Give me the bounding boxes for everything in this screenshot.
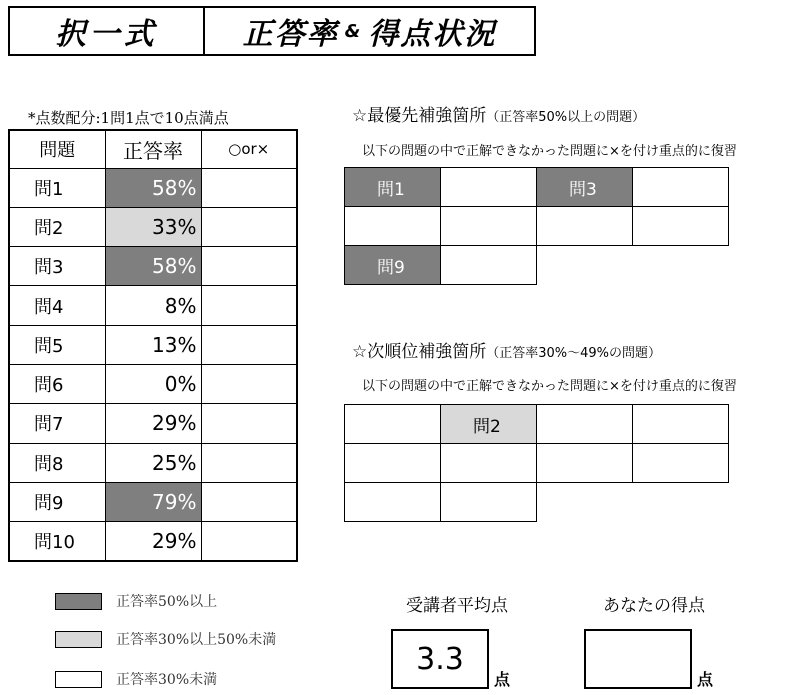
- priority2-note: 以下の問題の中で正解できなかった問題に×を付け重点的に復習: [362, 379, 737, 394]
- rate-cell: 79%: [105, 482, 201, 521]
- legend-low: [55, 669, 217, 689]
- rate-cell: 13%: [105, 325, 201, 364]
- legend-label-high: 正答率50%以上: [116, 594, 218, 610]
- table-row: [9, 443, 297, 482]
- priority2-cell: [440, 443, 537, 483]
- table-row: [9, 207, 297, 246]
- average-score-unit: 点: [494, 670, 511, 689]
- priority1-note: 以下の問題の中で正解できなかった問題に×を付け重点的に復習: [362, 144, 737, 159]
- rate-cell: 0%: [105, 364, 201, 403]
- priority2-cell: [632, 443, 729, 483]
- mark-cell[interactable]: [201, 364, 297, 403]
- table-row: [9, 482, 297, 521]
- title-status: [205, 8, 534, 54]
- score-allocation-note: *点数配分:1問1点で10点満点: [28, 109, 229, 127]
- title-ampersand: &: [344, 20, 363, 42]
- priority2-cell: [440, 482, 537, 522]
- priority2-heading: [352, 337, 661, 362]
- table-header-row: [9, 130, 297, 168]
- priority1-subtitle: （正答率50%以上の問題）: [486, 110, 646, 125]
- priority1-cell: [440, 245, 537, 285]
- priority1-heading: [352, 101, 645, 126]
- question-cell: 問4: [9, 286, 105, 325]
- priority2-cell: [536, 404, 633, 444]
- priority2-cell: [632, 404, 729, 444]
- priority1-cell: 問9: [344, 245, 441, 285]
- title-exam-type: 択一式: [10, 8, 205, 54]
- mark-cell[interactable]: [201, 522, 297, 561]
- table-row: [9, 168, 297, 207]
- priority1-cell: 問3: [536, 167, 633, 207]
- average-score-value: 3.3: [416, 641, 464, 677]
- rate-cell: 33%: [105, 207, 201, 246]
- mark-cell[interactable]: [201, 443, 297, 482]
- rate-cell: 58%: [105, 247, 201, 286]
- header-mark: ○or×: [201, 130, 297, 168]
- table-row: [9, 286, 297, 325]
- question-cell: 問3: [9, 247, 105, 286]
- legend-high: [55, 591, 217, 611]
- average-score-box: [391, 629, 489, 689]
- rate-cell: 29%: [105, 522, 201, 561]
- priority1-cell: 問1: [344, 167, 441, 207]
- table-row: [9, 364, 297, 403]
- title-score-status: 得点状況: [368, 17, 497, 52]
- priority2-cell: 問2: [440, 404, 537, 444]
- priority2-cell: [536, 443, 633, 483]
- question-cell: 問8: [9, 443, 105, 482]
- mark-cell[interactable]: [201, 207, 297, 246]
- legend-label-mid: 正答率30%以上50%未満: [116, 632, 277, 648]
- mark-cell[interactable]: [201, 325, 297, 364]
- priority2-title: ☆次順位補強箇所: [352, 342, 487, 362]
- question-cell: 問5: [9, 325, 105, 364]
- legend-swatch-high: [55, 593, 102, 610]
- priority2-grid: [344, 404, 728, 521]
- mark-cell[interactable]: [201, 404, 297, 443]
- title-rate: 正答率: [242, 17, 339, 52]
- priority2-cell: [344, 404, 441, 444]
- rate-cell: 25%: [105, 443, 201, 482]
- priority1-cell: [632, 206, 729, 246]
- rate-cell: 58%: [105, 168, 201, 207]
- priority1-cell: [440, 167, 537, 207]
- question-cell: 問6: [9, 364, 105, 403]
- title-box: [8, 6, 536, 56]
- results-body: [9, 168, 297, 561]
- your-score-unit: 点: [697, 670, 714, 689]
- priority1-cell: [536, 206, 633, 246]
- table-row: [9, 522, 297, 561]
- legend-swatch-mid: [55, 631, 102, 648]
- priority1-grid: [344, 167, 728, 284]
- mark-cell[interactable]: [201, 286, 297, 325]
- legend-swatch-low: [55, 671, 102, 688]
- priority2-cell: [344, 443, 441, 483]
- question-cell: 問7: [9, 404, 105, 443]
- priority1-title: ☆最優先補強箇所: [352, 106, 487, 126]
- rate-cell: 8%: [105, 286, 201, 325]
- legend-label-low: 正答率30%未満: [116, 672, 218, 688]
- your-score-box[interactable]: [584, 629, 692, 689]
- priority2-cell: [344, 482, 441, 522]
- question-cell: 問9: [9, 482, 105, 521]
- question-cell: 問1: [9, 168, 105, 207]
- header-rate: 正答率: [105, 130, 201, 168]
- mark-cell[interactable]: [201, 482, 297, 521]
- table-row: [9, 325, 297, 364]
- priority1-cell: [632, 167, 729, 207]
- results-table: [8, 129, 298, 562]
- average-score-label: 受講者平均点: [406, 596, 508, 616]
- priority2-subtitle: （正答率30%〜49%の問題）: [486, 346, 662, 361]
- your-score-label: あなたの得点: [603, 596, 705, 616]
- legend-mid: [55, 629, 276, 649]
- priority1-cell: [344, 206, 441, 246]
- rate-cell: 29%: [105, 404, 201, 443]
- mark-cell[interactable]: [201, 247, 297, 286]
- table-row: [9, 404, 297, 443]
- priority1-cell: [440, 206, 537, 246]
- table-row: [9, 247, 297, 286]
- question-cell: 問2: [9, 207, 105, 246]
- header-question: 問題: [9, 130, 105, 168]
- question-cell: 問10: [9, 522, 105, 561]
- mark-cell[interactable]: [201, 168, 297, 207]
